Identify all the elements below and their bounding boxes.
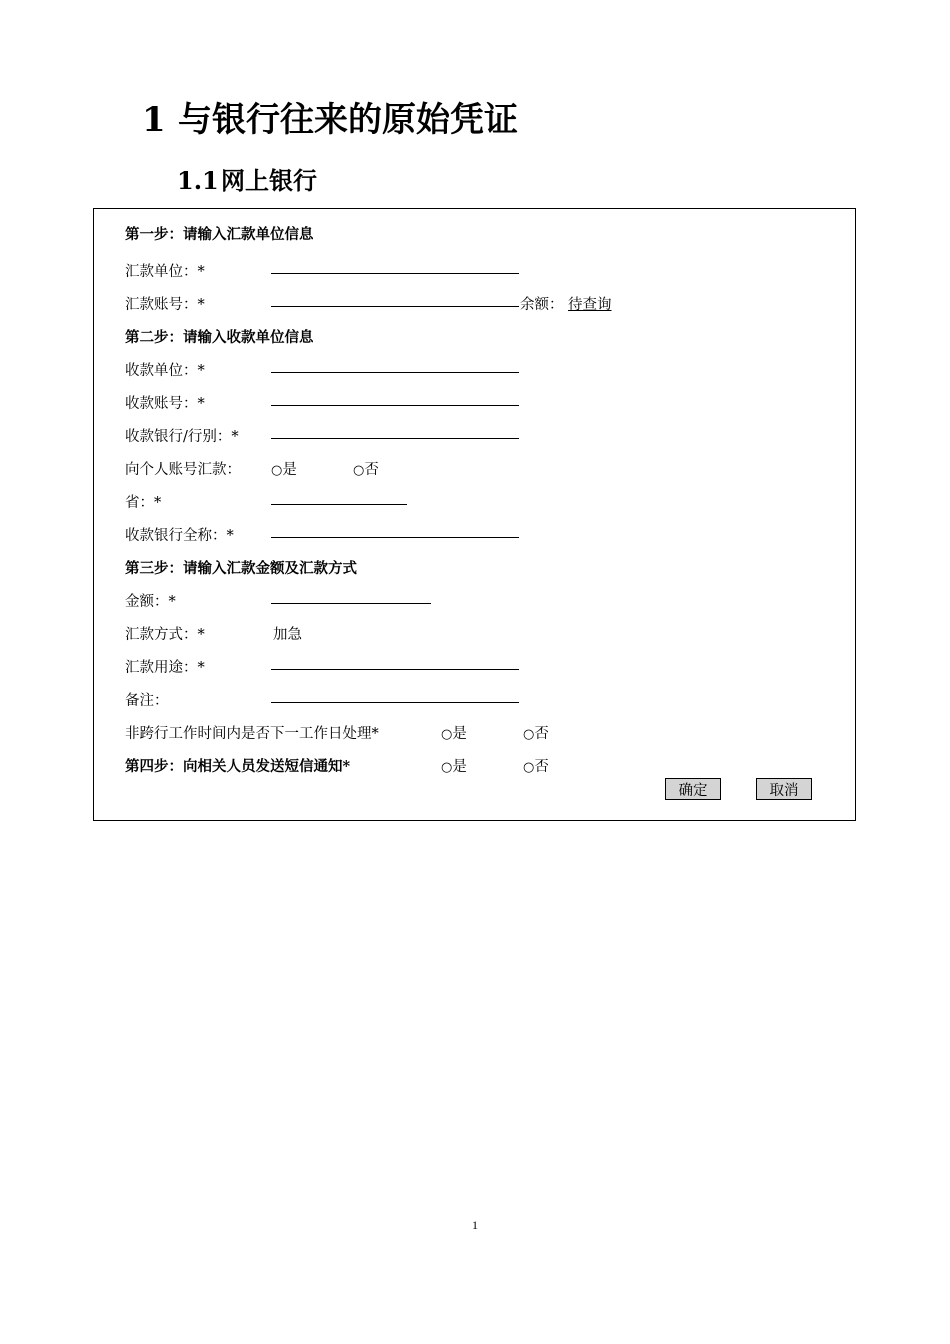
subsection-title: 网上银行 [221, 166, 317, 195]
balance-query-link[interactable]: 待查询 [568, 297, 612, 313]
radio-circle-icon: ○ [271, 463, 283, 478]
personal-yes-radio[interactable] [271, 458, 297, 479]
payee-name-field[interactable] [271, 372, 519, 373]
payee-account-field[interactable] [271, 405, 519, 406]
radio-label: 否 [364, 462, 379, 478]
cancel-button[interactable]: 取消 [756, 778, 812, 800]
payer-name-field[interactable] [271, 273, 519, 274]
radio-circle-icon: ○ [441, 727, 453, 742]
method-value[interactable]: 加急 [273, 627, 302, 643]
purpose-field[interactable] [271, 669, 519, 670]
payer-name-label: 汇款单位：* [125, 264, 205, 280]
confirm-button[interactable]: 确定 [665, 778, 721, 800]
balance-label: 余额： [520, 297, 564, 313]
radio-label: 是 [452, 759, 467, 775]
sms-yes-radio[interactable] [441, 755, 467, 776]
purpose-label: 汇款用途：* [125, 660, 205, 676]
radio-label: 否 [534, 759, 549, 775]
next-workday-yes-radio[interactable] [441, 722, 467, 743]
method-label: 汇款方式：* [125, 627, 205, 643]
next-workday-no-radio[interactable] [523, 722, 549, 743]
radio-label: 是 [282, 462, 297, 478]
radio-circle-icon: ○ [523, 727, 535, 742]
personal-no-radio[interactable] [353, 458, 379, 479]
payer-account-label: 汇款账号：* [125, 297, 205, 313]
payee-account-label: 收款账号：* [125, 396, 205, 412]
section-number: 1 [142, 100, 166, 140]
section-title: 与银行往来的原始凭证 [178, 100, 518, 140]
personal-account-label: 向个人账号汇款： [125, 462, 241, 478]
bank-fullname-field[interactable] [271, 537, 519, 538]
amount-field[interactable] [271, 603, 431, 604]
radio-label: 否 [534, 726, 549, 742]
payee-name-label: 收款单位：* [125, 363, 205, 379]
remittance-form [93, 208, 856, 821]
province-label: 省：* [125, 495, 162, 511]
radio-circle-icon: ○ [441, 760, 453, 775]
step1-title: 第一步：请输入汇款单位信息 [125, 226, 314, 243]
radio-circle-icon: ○ [353, 463, 365, 478]
bank-fullname-label: 收款银行全称：* [125, 528, 234, 544]
payee-bank-label: 收款银行/行别：* [125, 429, 239, 445]
step3-title: 第三步：请输入汇款金额及汇款方式 [125, 560, 357, 577]
section-heading [142, 92, 518, 141]
sms-no-radio[interactable] [523, 755, 549, 776]
step4-title: 第四步：向相关人员发送短信通知* [125, 758, 351, 775]
payer-account-field[interactable] [271, 306, 519, 307]
page-number: 1 [472, 1218, 478, 1232]
remark-field[interactable] [271, 702, 519, 703]
remark-label: 备注： [125, 693, 169, 709]
amount-label: 金额：* [125, 594, 176, 610]
radio-label: 是 [452, 726, 467, 742]
province-field[interactable] [271, 504, 407, 505]
subsection-number: 1.1 [177, 166, 219, 195]
payee-bank-field[interactable] [271, 438, 519, 439]
next-workday-label: 非跨行工作时间内是否下一工作日处理* [125, 726, 379, 742]
step2-title: 第二步：请输入收款单位信息 [125, 329, 314, 346]
subsection-heading [177, 161, 317, 196]
radio-circle-icon: ○ [523, 760, 535, 775]
